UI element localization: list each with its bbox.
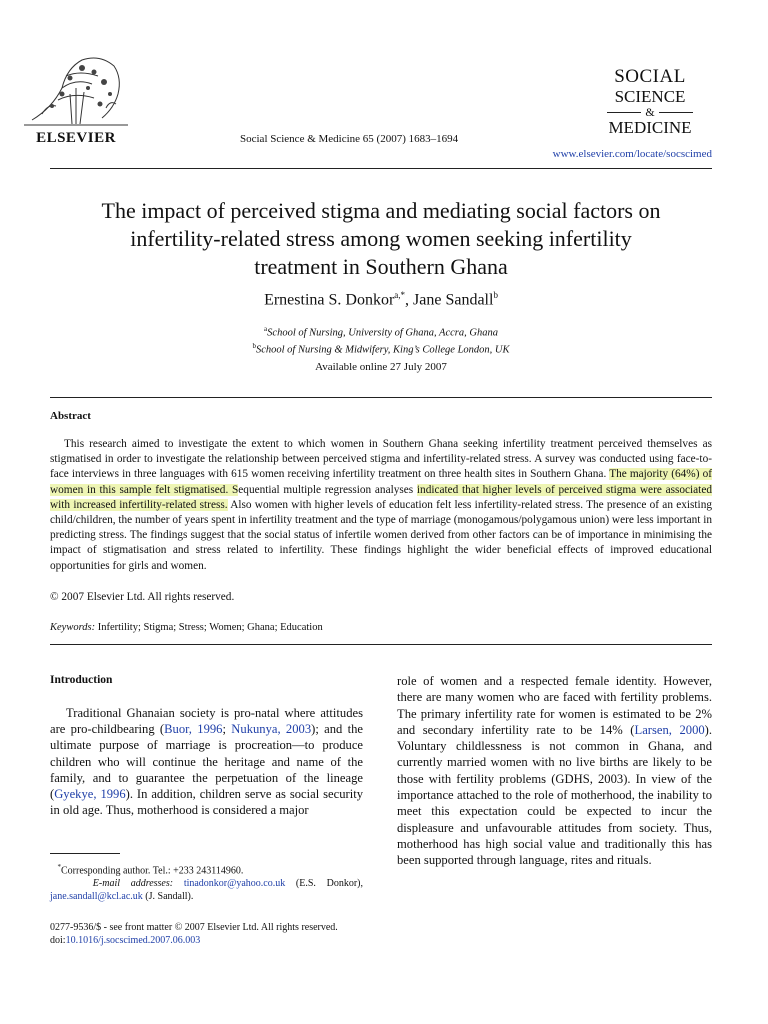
affil-text: School of Nursing & Midwifery, King’s College London, UK xyxy=(255,344,510,355)
author-separator: , xyxy=(405,291,414,309)
title-line: treatment in Southern Ghana xyxy=(254,254,508,279)
body-paragraph xyxy=(397,673,712,869)
citation-link[interactable]: Nukunya, 2003 xyxy=(231,722,312,737)
header-divider xyxy=(50,168,712,169)
abstract-top-divider xyxy=(50,397,712,398)
keywords xyxy=(50,622,323,633)
body-text: ). In addition, children serve as social security in old age. Thus, motherhood is considered a major xyxy=(50,787,363,818)
body-text: ). Voluntary childlessness is not common in Ghana, and currently married women with no live births are likely to be those with fertility problems (GDHS, 2003). In view of the importance attached to the role of motherhood, the inability to meet this expectation could be expected to incur the displeasure and unfavourable attitudes from society. Thus, motherhood has high social value and traditionally this has been supported through language, rites and rituals. xyxy=(397,722,713,868)
keywords-divider xyxy=(50,644,712,645)
journal-reference: Social Science & Medicine 65 (2007) 1683–1694 xyxy=(240,133,459,145)
logo-rule-right xyxy=(659,112,693,113)
footer-doi xyxy=(50,934,338,947)
footnote-mark: * xyxy=(57,863,61,871)
footnote-text: (J. Sandall). xyxy=(142,891,194,903)
journal-logo-line2: SCIENCE xyxy=(614,87,686,106)
affiliations xyxy=(50,323,712,356)
journal-logo-amp-row xyxy=(594,106,706,118)
author-name: Ernestina S. Donkor xyxy=(264,291,395,309)
keywords-label: Keywords: xyxy=(50,622,96,633)
affil-text: School of Nursing, University of Ghana, Accra, Ghana xyxy=(267,327,498,339)
intro-body-left xyxy=(50,705,363,818)
abstract-text xyxy=(50,437,712,574)
article-title xyxy=(50,197,712,281)
abstract-copyright: © 2007 Elsevier Ltd. All rights reserved. xyxy=(50,591,235,603)
body-paragraph xyxy=(50,705,363,818)
citation-link[interactable]: Buor, 1996 xyxy=(164,722,223,737)
available-online-date: Available online 27 July 2007 xyxy=(315,361,447,373)
page-footer xyxy=(50,921,338,947)
affil-mark: a xyxy=(264,325,268,333)
highlighted-text[interactable]: The majority (64%) of women in this sample felt stigmatised. S xyxy=(50,468,712,496)
affil-mark: b xyxy=(252,341,256,350)
email-label: E-mail addresses: xyxy=(92,878,174,890)
citation-link[interactable]: Larsen, 2000 xyxy=(634,722,705,737)
journal-logo-amp: & xyxy=(645,105,655,119)
affiliation-a xyxy=(50,323,712,340)
footnote-text: (E.S. Donkor), xyxy=(285,878,364,890)
affiliation-b xyxy=(50,340,712,357)
abstract-text-part: This research aimed to investigate the extent to which women in Southern Ghana seeking infertility treatment perceived themselves as stigmatised in order to investigate the relationship between perceived stigma and infertility-related stress. A survey was conducted using face-to-face interviews in three languages with 615 women receiving infertility treatment on three health sites in Southern Ghana. xyxy=(50,438,712,481)
email-link[interactable]: jane.sandall@kcl.ac.uk xyxy=(50,891,143,903)
body-text: ; xyxy=(222,722,232,737)
author-affil-mark: a,* xyxy=(394,290,406,300)
body-text: ); and the ultimate purpose of marriage is procreation—to produce children who will continue the heritage and name of the family, and to guarantee the perpetuation of the lineage ( xyxy=(50,722,364,802)
doi-link[interactable]: 10.1016/j.socscimed.2007.06.003 xyxy=(65,935,201,946)
title-line: The impact of perceived stigma and mediating social factors on xyxy=(101,198,661,223)
body-text: Traditional Ghanaian society is pro-natal where attitudes are pro-childbearing ( xyxy=(50,706,363,737)
highlighted-text[interactable]: indicated that higher levels of perceived stigma were associated with increased infertility-related stress. xyxy=(50,483,712,511)
footnote-divider xyxy=(50,853,120,854)
abstract-text-part: equential multiple regression analyses xyxy=(238,483,417,496)
author-affil-mark: b xyxy=(493,290,498,300)
journal-logo-line3: MEDICINE xyxy=(608,118,692,137)
email-link[interactable]: tinadonkor@yahoo.co.uk xyxy=(183,878,286,890)
intro-body-right xyxy=(397,673,712,869)
author-name: Jane Sandall xyxy=(413,291,494,309)
body-text: role of women and a respected female identity. However, there are many women who are faced with fertility problems. The primary infertility rate for women is estimated to be 2% and secondary infertility rate to be 14% ( xyxy=(397,674,712,737)
publisher-name: ELSEVIER xyxy=(36,130,116,146)
abstract-text-part: Also women with higher levels of education felt less infertility-related stress. The presence of an existing child/children, the number of years spent in infertility treatment and the type of marriage (monogamous/polygamous union) were less important in predicting stress. The findings suggest that the social status of infertile women derived from other factors can be of importance in minimising the impact of stigmatisation and stress related to infertility. These findings highlight the wider beneficial effects of improved educational opportunities for girls and women. xyxy=(50,498,712,572)
journal-logo xyxy=(594,66,706,137)
author-list xyxy=(50,290,712,309)
footer-issn: 0277-9536/$ - see front matter © 2007 Elsevier Ltd. All rights reserved. xyxy=(50,922,338,933)
footnote-emails xyxy=(50,877,363,903)
doi-label: doi: xyxy=(50,935,66,946)
journal-logo-line1: SOCIAL xyxy=(614,66,686,87)
footnote-corresponding xyxy=(50,861,363,877)
title-line: infertility-related stress among women seeking infertility xyxy=(130,226,632,251)
logo-rule-left xyxy=(607,112,641,113)
citation-link[interactable]: Gyekye, 1996 xyxy=(54,787,126,802)
keywords-list: Infertility; Stigma; Stress; Women; Ghana; Education xyxy=(95,622,323,633)
section-heading-introduction: Introduction xyxy=(50,674,113,686)
journal-url-link[interactable]: www.elsevier.com/locate/socscimed xyxy=(552,148,712,160)
abstract-paragraph xyxy=(50,437,712,574)
footnote xyxy=(50,861,363,903)
footnote-text: Corresponding author. Tel.: +233 243114960. xyxy=(61,865,244,877)
tree-icon xyxy=(22,48,130,128)
abstract-heading: Abstract xyxy=(50,410,91,422)
